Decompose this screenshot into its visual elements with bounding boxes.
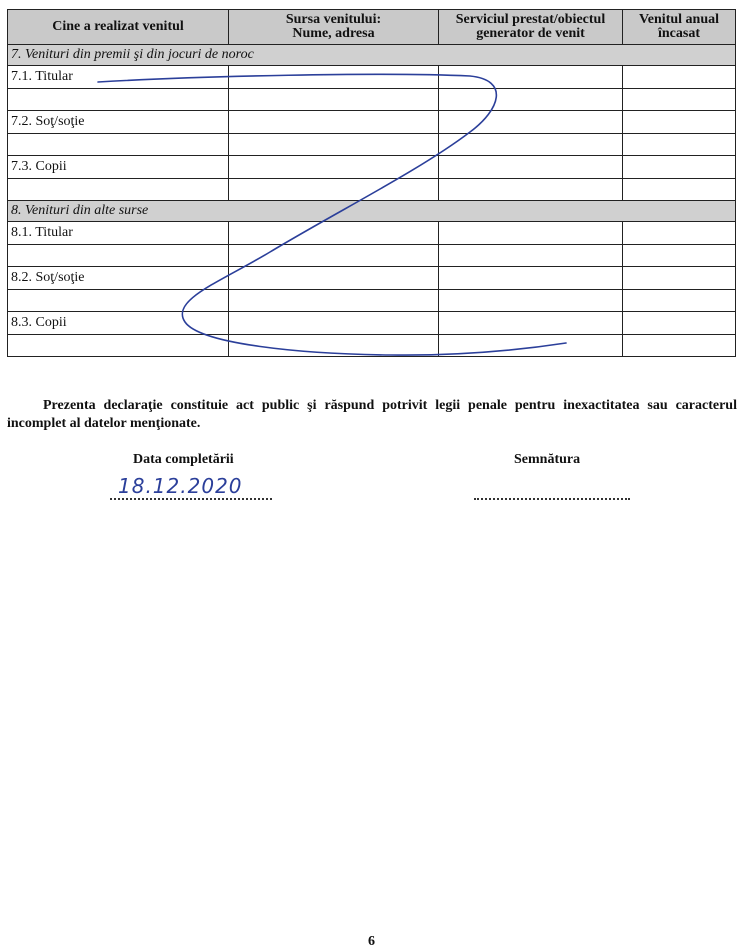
table-cell	[229, 89, 439, 111]
table-cell	[229, 335, 439, 357]
table-cell	[623, 89, 736, 111]
row-label: 7.3. Copii	[8, 156, 229, 179]
table-cell	[623, 245, 736, 267]
table-cell	[229, 66, 439, 89]
table-row	[8, 66, 736, 89]
header-annual-income: Venitul anual încasat	[623, 10, 736, 45]
table-cell	[623, 312, 736, 335]
table-cell	[8, 134, 229, 156]
table-cell	[439, 290, 623, 312]
declaration-text: Prezenta declaraţie constituie act public şi răspund potrivit legii penale pentru inexactitatea sau caracterul incomplet al datelor menţionate.	[7, 398, 737, 431]
header-service: Serviciul prestat/obiectul generator de venit	[439, 10, 623, 45]
table-cell	[229, 134, 439, 156]
table-cell	[439, 179, 623, 201]
table-cell	[623, 335, 736, 357]
table-row	[8, 312, 736, 335]
table-cell	[229, 245, 439, 267]
table-row	[8, 245, 736, 267]
row-label: 7.2. Soţ/soţie	[8, 111, 229, 134]
table-cell	[623, 179, 736, 201]
table-row	[8, 290, 736, 312]
row-label: 8.3. Copii	[8, 312, 229, 335]
table-row	[8, 222, 736, 245]
table-cell	[229, 179, 439, 201]
table-row	[8, 134, 736, 156]
table-cell	[8, 89, 229, 111]
table-cell	[439, 312, 623, 335]
handwritten-date: 18.12.2020	[118, 474, 243, 498]
table-cell	[439, 335, 623, 357]
signature-label: Semnătura	[514, 452, 581, 467]
table-cell	[623, 267, 736, 290]
table-row	[8, 89, 736, 111]
table-row	[8, 335, 736, 357]
table-cell	[623, 222, 736, 245]
table-cell	[623, 156, 736, 179]
table-row	[8, 267, 736, 290]
table-cell	[439, 156, 623, 179]
table-cell	[8, 335, 229, 357]
table-cell	[8, 245, 229, 267]
table-cell	[439, 111, 623, 134]
table-cell	[439, 245, 623, 267]
date-label: Data completării	[133, 452, 234, 467]
table-row	[8, 179, 736, 201]
section-title: 8. Venituri din alte surse	[8, 201, 736, 222]
row-label: 8.2. Soţ/soţie	[8, 267, 229, 290]
row-label: 8.1. Titular	[8, 222, 229, 245]
table-cell	[439, 267, 623, 290]
table-cell	[8, 179, 229, 201]
header-source: Sursa venitului: Nume, adresa	[229, 10, 439, 45]
table-cell	[229, 111, 439, 134]
table-cell	[623, 290, 736, 312]
table-cell	[623, 111, 736, 134]
table-cell	[8, 290, 229, 312]
table-cell	[439, 89, 623, 111]
page-number: 6	[368, 934, 375, 949]
table-cell	[229, 312, 439, 335]
section-title: 7. Venituri din premii şi din jocuri de noroc	[8, 45, 736, 66]
table-row	[8, 111, 736, 134]
table-row	[8, 156, 736, 179]
section-row	[8, 201, 736, 222]
table-cell	[439, 134, 623, 156]
header-who: Cine a realizat venitul	[8, 10, 229, 45]
table-cell	[623, 66, 736, 89]
signature-dotted-line	[474, 488, 630, 500]
row-label: 7.1. Titular	[8, 66, 229, 89]
table-cell	[229, 267, 439, 290]
income-table	[7, 9, 736, 357]
table-cell	[229, 290, 439, 312]
table-cell	[623, 134, 736, 156]
table-header-row	[8, 10, 736, 45]
table-cell	[439, 66, 623, 89]
table-cell	[229, 156, 439, 179]
table-cell	[229, 222, 439, 245]
section-row	[8, 45, 736, 66]
table-cell	[439, 222, 623, 245]
